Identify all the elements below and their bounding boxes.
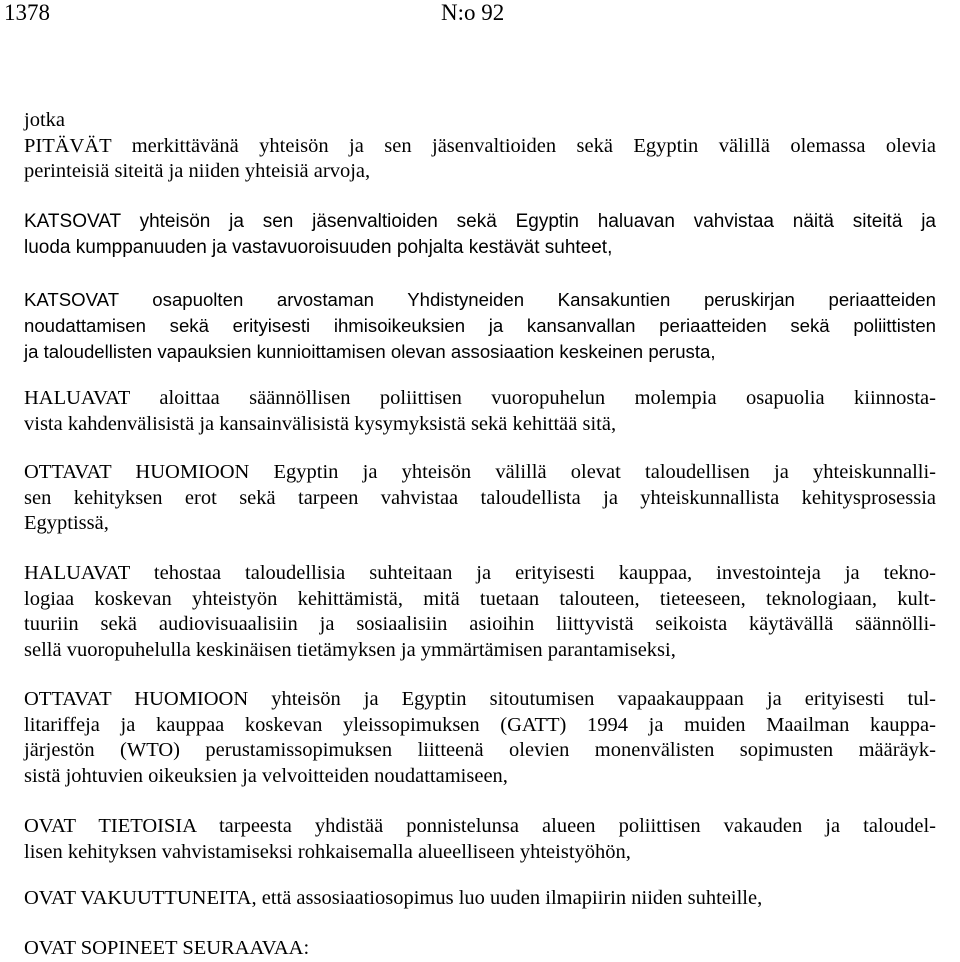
intro-paragraph bbox=[24, 108, 936, 185]
ottavat-second-line: järjestön (WTO) perustamissopimuksen liitteenä olevien monenvälisten sopimusten määräyk- bbox=[24, 739, 936, 761]
katsovat-first-line: KATSOVAT yhteisön ja sen jäsenvaltioiden sekä Egyptin haluavan vahvistaa näitä siteitä ja bbox=[24, 211, 936, 232]
katsovat-first-paragraph bbox=[24, 209, 936, 261]
haluavat-second-line: logiaa koskevan yhteistyön kehittämistä, mitä tuetaan talouteen, tieteeseen, teknologiaan, kult- bbox=[24, 587, 936, 610]
katsovat-second-line: KATSOVAT osapuolten arvostaman Yhdistyneiden Kansakuntien peruskirjan periaatteiden bbox=[24, 289, 936, 310]
ovat-vakuuttuneita-line: OVAT VAKUUTTUNEITA, että assosiaatiosopimus luo uuden ilmapiirin niiden suhteille, bbox=[24, 887, 763, 909]
issue-number: N:o 92 bbox=[441, 0, 505, 25]
ottavat-first-line: OTTAVAT HUOMIOON Egyptin ja yhteisön välillä olevat taloudellisen ja yhteiskunnalli- bbox=[24, 461, 936, 483]
haluavat-first-line: vista kahdenvälisistä ja kansainvälisistä kysymyksistä sekä kehittää sitä, bbox=[24, 412, 617, 435]
ovat-sopineet-line: OVAT SOPINEET SEURAAVAA: bbox=[24, 937, 310, 959]
ovat-vakuuttuneita-paragraph bbox=[24, 886, 936, 912]
ottavat-first-paragraph bbox=[24, 460, 936, 537]
intro-line: PITÄVÄT merkittävänä yhteisön ja sen jäsenvaltioiden sekä Egyptin välillä olemassa olevia bbox=[24, 134, 936, 157]
katsovat-first-line: luoda kumppanuuden ja vastavuoroisuuden pohjalta kestävät suhteet, bbox=[24, 237, 613, 258]
haluavat-second-paragraph bbox=[24, 561, 936, 663]
ovat-tietoisia-line: OVAT TIETOISIA tarpeesta yhdistää ponnistelunsa alueen poliittisen vakauden ja taloudel- bbox=[24, 815, 936, 837]
haluavat-second-line: tuuriin sekä audiovisuaalisiin ja sosiaalisiin asioihin liittyvistä seikoista käytävällä säännölli- bbox=[24, 613, 936, 635]
katsovat-second-line: ja taloudellisten vapauksien kunnioittamisen olevan assosiaation keskeinen perusta, bbox=[24, 341, 716, 362]
haluavat-second-line: HALUAVAT tehostaa taloudellisia suhteitaan ja erityisesti kauppaa, investointeja ja tekno- bbox=[24, 562, 936, 584]
ottavat-second-line: litariffeja ja kauppaa koskevan yleissopimuksen (GATT) 1994 ja muiden Maailman kauppa- bbox=[24, 713, 936, 736]
ovat-tietoisia-paragraph bbox=[24, 814, 936, 865]
ottavat-second-line: OTTAVAT HUOMIOON yhteisön ja Egyptin sitoutumisen vapaakauppaan ja erityisesti tul- bbox=[24, 688, 936, 710]
haluavat-second-line: sellä vuoropuhelulla keskinäisen tietämyksen ja ymmärtämisen parantamiseksi, bbox=[24, 638, 676, 661]
ottavat-first-line: Egyptissä, bbox=[24, 512, 109, 534]
intro-line: perinteisiä siteitä ja niiden yhteisiä arvoja, bbox=[24, 160, 371, 182]
haluavat-first-paragraph bbox=[24, 386, 936, 437]
ottavat-second-line: sistä johtuvien oikeuksien ja velvoitteiden noudattamiseen, bbox=[24, 764, 508, 787]
ovat-sopineet-heading bbox=[24, 936, 936, 962]
page-number: 1378 bbox=[4, 0, 50, 25]
katsovat-second-paragraph bbox=[24, 287, 936, 365]
katsovat-second-line: noudattamisen sekä erityisesti ihmisoikeuksien ja kansanvallan periaatteiden sekä poliittisten bbox=[24, 315, 936, 336]
intro-label: jotka bbox=[24, 109, 65, 131]
haluavat-first-line: HALUAVAT aloittaa säännöllisen poliittisen vuoropuhelun molempia osapuolia kiinnosta- bbox=[24, 387, 936, 409]
ottavat-first-line: sen kehityksen erot sekä tarpeen vahvistaa taloudellista ja yhteiskunnallista kehitysprosessia bbox=[24, 486, 936, 509]
ottavat-second-paragraph bbox=[24, 687, 936, 789]
ovat-tietoisia-line: lisen kehityksen vahvistamiseksi rohkaisemalla alueelliseen yhteistyöhön, bbox=[24, 840, 631, 863]
